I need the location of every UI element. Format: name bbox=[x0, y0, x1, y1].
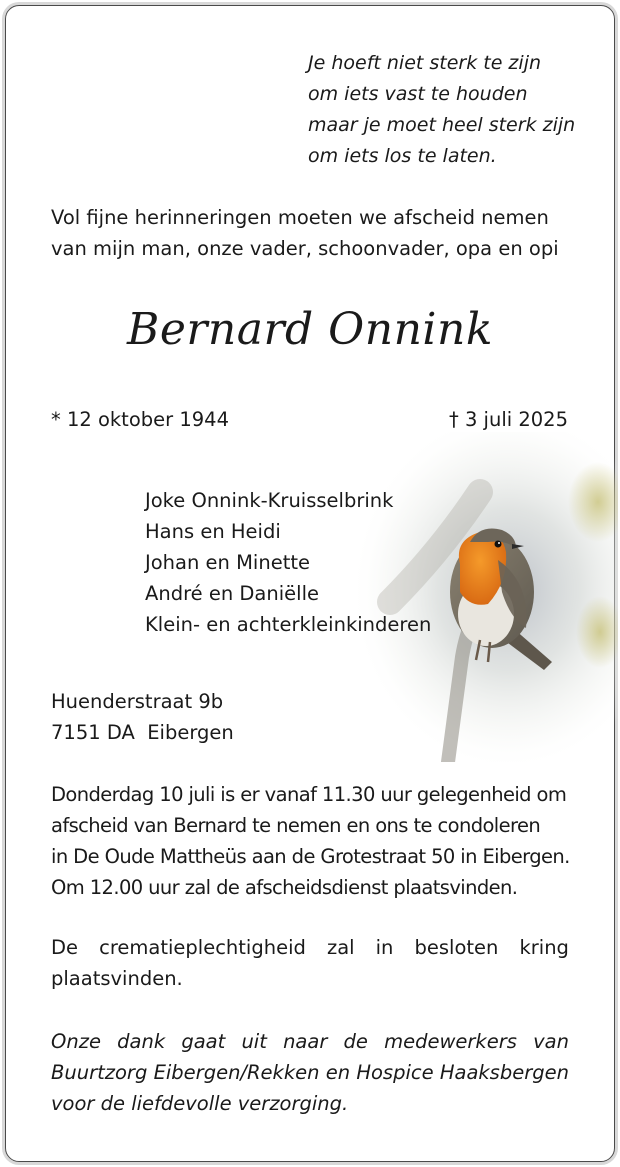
word: besloten bbox=[414, 936, 499, 959]
birth-date: * 12 oktober 1944 bbox=[51, 408, 229, 431]
word: Onze bbox=[51, 1030, 101, 1053]
word: uit bbox=[241, 1030, 267, 1053]
family-member: Johan en Minette bbox=[145, 551, 310, 574]
word: zal bbox=[326, 936, 355, 959]
word: Haaksbergen bbox=[439, 1061, 569, 1084]
cremation-paragraph bbox=[51, 932, 569, 994]
death-date: † 3 juli 2025 bbox=[449, 408, 568, 431]
paragraph-line: in De Oude Mattheüs aan de Grotestraat 50 in Eibergen. bbox=[51, 845, 570, 868]
word: medewerkers bbox=[384, 1030, 517, 1053]
word: Eibergen/Rekken bbox=[153, 1061, 320, 1084]
word: De bbox=[51, 936, 79, 959]
word: de bbox=[343, 1030, 368, 1053]
poem-line: om iets vast te houden bbox=[308, 83, 528, 105]
family-member: André en Daniëlle bbox=[145, 582, 319, 605]
intro-text bbox=[51, 202, 591, 264]
word: crematieplechtigheid bbox=[99, 936, 306, 959]
justified-line bbox=[51, 1057, 569, 1088]
word: naar bbox=[283, 1030, 328, 1053]
family-member: Joke Onnink-Kruisselbrink bbox=[145, 489, 394, 512]
address-street: Huenderstraat 9b bbox=[51, 690, 224, 713]
justified-line bbox=[51, 932, 569, 963]
family-list bbox=[145, 485, 465, 640]
family-member: Hans en Heidi bbox=[145, 520, 281, 543]
intro-line: Vol fijne herinneringen moeten we afscheid nemen bbox=[51, 206, 549, 229]
deceased-name: Bernard Onnink bbox=[127, 304, 493, 355]
paragraph-line: Om 12.00 uur zal de afscheidsdienst plaatsvinden. bbox=[51, 876, 518, 899]
visitation-paragraph bbox=[51, 779, 569, 903]
poem-line: Je hoeft niet sterk te zijn bbox=[308, 52, 542, 74]
paragraph-line: Donderdag 10 juli is er vanaf 11.30 uur gelegenheid om bbox=[51, 783, 567, 806]
paragraph-line: voor de liefdevolle verzorging. bbox=[51, 1092, 349, 1115]
justified-line bbox=[51, 1026, 569, 1057]
poem-line: om iets los te laten. bbox=[308, 145, 497, 167]
word: en bbox=[325, 1061, 351, 1084]
family-member: Klein- en achterkleinkinderen bbox=[145, 613, 432, 636]
word: Hospice bbox=[356, 1061, 434, 1084]
poem-line: maar je moet heel sterk zijn bbox=[308, 114, 576, 136]
paragraph-line: plaatsvinden. bbox=[51, 967, 183, 990]
word: in bbox=[375, 936, 394, 959]
correspondence-address bbox=[51, 686, 234, 748]
thanks-paragraph bbox=[51, 1026, 569, 1119]
paragraph-line: afscheid van Bernard te nemen en ons te condoleren bbox=[51, 814, 541, 837]
word: dank bbox=[117, 1030, 166, 1053]
address-city: 7151 DA Eibergen bbox=[51, 721, 234, 744]
intro-line: van mijn man, onze vader, schoonvader, opa en opi bbox=[51, 237, 559, 260]
word: Buurtzorg bbox=[51, 1061, 148, 1084]
word: kring bbox=[519, 936, 569, 959]
poem bbox=[308, 48, 598, 172]
word: van bbox=[533, 1030, 569, 1053]
word: gaat bbox=[181, 1030, 226, 1053]
